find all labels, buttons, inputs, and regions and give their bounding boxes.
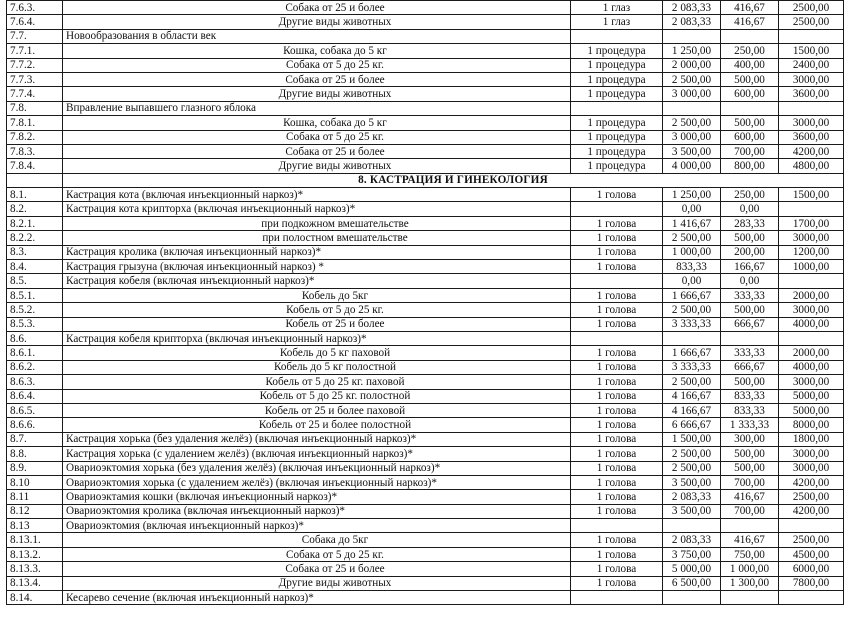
service-total: 2500,00	[779, 1, 844, 15]
service-total: 2000,00	[779, 346, 844, 360]
service-row	[7, 591, 844, 605]
service-name: Кобель до 5 кг полостной	[63, 360, 571, 374]
service-total: 4200,00	[779, 475, 844, 489]
service-code: 7.6.3.	[7, 1, 63, 15]
service-total: 4200,00	[779, 144, 844, 158]
service-name: Кастрация хорька (с удалением желёз) (включая инъекционный наркоз)*	[63, 447, 571, 461]
service-row	[7, 101, 844, 115]
service-vat: 166,67	[721, 260, 779, 274]
service-vat: 416,67	[721, 490, 779, 504]
service-price	[663, 331, 721, 345]
service-total: 2000,00	[779, 288, 844, 302]
service-row	[7, 547, 844, 561]
service-total: 5000,00	[779, 403, 844, 417]
service-total: 4000,00	[779, 360, 844, 374]
service-price: 2 083,33	[663, 1, 721, 15]
service-row	[7, 58, 844, 72]
service-total: 2500,00	[779, 490, 844, 504]
service-code: 8.6.1.	[7, 346, 63, 360]
service-total: 3000,00	[779, 72, 844, 86]
service-total	[779, 591, 844, 605]
service-total	[779, 29, 844, 43]
service-code: 7.7.4.	[7, 87, 63, 101]
section-title: 8. КАСТРАЦИЯ И ГИНЕКОЛОГИЯ	[63, 173, 844, 187]
service-code: 8.6.5.	[7, 403, 63, 417]
service-price: 3 500,00	[663, 144, 721, 158]
service-row	[7, 216, 844, 230]
service-vat	[721, 101, 779, 115]
service-unit	[571, 274, 663, 288]
service-unit: 1 процедура	[571, 44, 663, 58]
service-code: 7.7.	[7, 29, 63, 43]
service-code: 7.8.	[7, 101, 63, 115]
service-vat: 333,33	[721, 346, 779, 360]
service-price: 1 416,67	[663, 216, 721, 230]
service-code: 8.5.1.	[7, 288, 63, 302]
service-vat: 500,00	[721, 116, 779, 130]
service-name: Овариоэктомия хорька (с удалением желёз) (включая инъекционный наркоз)*	[63, 475, 571, 489]
service-vat: 416,67	[721, 533, 779, 547]
service-price: 4 000,00	[663, 159, 721, 173]
service-unit	[571, 101, 663, 115]
service-unit: 1 голова	[571, 389, 663, 403]
service-code: 8.13	[7, 519, 63, 533]
service-vat: 416,67	[721, 15, 779, 29]
service-vat: 1 000,00	[721, 562, 779, 576]
service-vat	[721, 591, 779, 605]
service-total: 3000,00	[779, 461, 844, 475]
service-row	[7, 360, 844, 374]
service-name: Кастрация грызуна (включая инъекционный наркоз) *	[63, 260, 571, 274]
service-vat: 750,00	[721, 547, 779, 561]
service-unit: 1 голова	[571, 432, 663, 446]
service-row	[7, 432, 844, 446]
service-row	[7, 533, 844, 547]
service-code: 8.13.3.	[7, 562, 63, 576]
service-code: 7.7.3.	[7, 72, 63, 86]
service-total: 3000,00	[779, 447, 844, 461]
service-row	[7, 87, 844, 101]
service-total	[779, 331, 844, 345]
service-price: 2 500,00	[663, 375, 721, 389]
service-vat: 1 333,33	[721, 418, 779, 432]
service-unit: 1 голова	[571, 317, 663, 331]
service-name: Овариоэктамия кошки (включая инъекционный наркоз)*	[63, 490, 571, 504]
service-price: 2 083,33	[663, 490, 721, 504]
service-vat: 283,33	[721, 216, 779, 230]
service-total	[779, 202, 844, 216]
service-code: 7.7.2.	[7, 58, 63, 72]
service-row	[7, 303, 844, 317]
service-name: Другие виды животных	[63, 87, 571, 101]
service-unit	[571, 591, 663, 605]
service-code: 8.3.	[7, 245, 63, 259]
service-total: 2500,00	[779, 533, 844, 547]
service-row	[7, 418, 844, 432]
service-vat: 700,00	[721, 144, 779, 158]
service-price: 2 500,00	[663, 116, 721, 130]
service-total: 1200,00	[779, 245, 844, 259]
service-total: 3000,00	[779, 303, 844, 317]
service-vat: 1 300,00	[721, 576, 779, 590]
service-vat	[721, 331, 779, 345]
service-total: 2500,00	[779, 15, 844, 29]
service-unit	[571, 519, 663, 533]
service-total: 7800,00	[779, 576, 844, 590]
service-total: 6000,00	[779, 562, 844, 576]
service-total: 1500,00	[779, 188, 844, 202]
service-price: 2 083,33	[663, 533, 721, 547]
service-price: 3 500,00	[663, 504, 721, 518]
service-unit: 1 голова	[571, 418, 663, 432]
service-total: 4500,00	[779, 547, 844, 561]
service-code: 7.7.1.	[7, 44, 63, 58]
service-row	[7, 317, 844, 331]
service-name: Кобель до 5кг	[63, 288, 571, 302]
service-price: 0,00	[663, 274, 721, 288]
service-name: Другие виды животных	[63, 576, 571, 590]
service-code: 8.6.2.	[7, 360, 63, 374]
service-price: 1 666,67	[663, 288, 721, 302]
service-code: 8.13.1.	[7, 533, 63, 547]
service-name: Кошка, собака до 5 кг	[63, 44, 571, 58]
service-total: 1700,00	[779, 216, 844, 230]
service-vat: 333,33	[721, 288, 779, 302]
service-code: 7.8.2.	[7, 130, 63, 144]
service-vat: 500,00	[721, 303, 779, 317]
service-unit: 1 голова	[571, 245, 663, 259]
service-total: 3600,00	[779, 87, 844, 101]
service-price: 6 666,67	[663, 418, 721, 432]
service-vat: 0,00	[721, 202, 779, 216]
service-row	[7, 188, 844, 202]
service-unit: 1 процедура	[571, 87, 663, 101]
service-total: 8000,00	[779, 418, 844, 432]
service-unit: 1 голова	[571, 360, 663, 374]
service-price: 2 500,00	[663, 72, 721, 86]
service-unit: 1 голова	[571, 447, 663, 461]
service-price: 2 500,00	[663, 231, 721, 245]
service-unit: 1 голова	[571, 375, 663, 389]
service-row	[7, 576, 844, 590]
price-table-body	[7, 1, 844, 605]
service-price: 1 250,00	[663, 188, 721, 202]
service-name: Кастрация кота (включая инъекционный наркоз)*	[63, 188, 571, 202]
service-price: 3 333,33	[663, 360, 721, 374]
service-row	[7, 15, 844, 29]
service-vat: 833,33	[721, 403, 779, 417]
service-price: 2 500,00	[663, 461, 721, 475]
service-price: 5 000,00	[663, 562, 721, 576]
service-unit: 1 голова	[571, 216, 663, 230]
service-unit: 1 глаз	[571, 1, 663, 15]
service-total: 2400,00	[779, 58, 844, 72]
service-vat: 500,00	[721, 375, 779, 389]
service-vat: 400,00	[721, 58, 779, 72]
service-price	[663, 29, 721, 43]
service-unit: 1 голова	[571, 260, 663, 274]
service-code: 7.6.4.	[7, 15, 63, 29]
service-vat	[721, 519, 779, 533]
service-code: 7.8.3.	[7, 144, 63, 158]
service-code: 8.8.	[7, 447, 63, 461]
service-unit	[571, 202, 663, 216]
service-code: 8.6.6.	[7, 418, 63, 432]
service-unit: 1 процедура	[571, 58, 663, 72]
service-name: Кастрация кобеля крипторха (включая инъекционный наркоз)*	[63, 331, 571, 345]
service-total: 4200,00	[779, 504, 844, 518]
service-price: 2 500,00	[663, 303, 721, 317]
service-unit: 1 процедура	[571, 116, 663, 130]
service-row	[7, 519, 844, 533]
service-price	[663, 101, 721, 115]
service-total: 1500,00	[779, 44, 844, 58]
service-code: 8.6.4.	[7, 389, 63, 403]
service-name: Кесарево сечение (включая инъекционный наркоз)*	[63, 591, 571, 605]
service-code: 8.2.	[7, 202, 63, 216]
service-name: Новообразования в области век	[63, 29, 571, 43]
service-row	[7, 1, 844, 15]
service-row	[7, 116, 844, 130]
service-vat: 700,00	[721, 475, 779, 489]
service-vat: 500,00	[721, 461, 779, 475]
service-unit	[571, 29, 663, 43]
service-code: 8.13.4.	[7, 576, 63, 590]
price-table	[6, 0, 844, 605]
service-unit: 1 процедура	[571, 159, 663, 173]
service-row	[7, 461, 844, 475]
service-total	[779, 274, 844, 288]
service-name: Собака от 5 до 25 кг.	[63, 547, 571, 561]
price-list-sheet	[6, 0, 843, 605]
service-total: 3000,00	[779, 116, 844, 130]
service-row	[7, 562, 844, 576]
service-code: 8.5.3.	[7, 317, 63, 331]
service-price: 2 000,00	[663, 58, 721, 72]
service-total: 4000,00	[779, 317, 844, 331]
service-vat: 500,00	[721, 447, 779, 461]
service-vat: 200,00	[721, 245, 779, 259]
service-row	[7, 260, 844, 274]
service-code: 8.2.1.	[7, 216, 63, 230]
service-name: Собака от 25 и более	[63, 1, 571, 15]
service-name: Кобель от 5 до 25 кг. полостной	[63, 389, 571, 403]
service-vat: 700,00	[721, 504, 779, 518]
service-name: Кобель от 5 до 25 кг. паховой	[63, 375, 571, 389]
service-unit: 1 голова	[571, 490, 663, 504]
service-vat: 666,67	[721, 360, 779, 374]
service-unit: 1 голова	[571, 231, 663, 245]
service-row	[7, 245, 844, 259]
service-unit: 1 голова	[571, 533, 663, 547]
service-name: Собака от 25 и более	[63, 562, 571, 576]
service-total: 1800,00	[779, 432, 844, 446]
service-code: 7.8.1.	[7, 116, 63, 130]
service-price: 3 500,00	[663, 475, 721, 489]
service-unit: 1 голова	[571, 576, 663, 590]
service-name: Кастрация кобеля (включая инъекционный наркоз)*	[63, 274, 571, 288]
service-unit: 1 глаз	[571, 15, 663, 29]
service-unit: 1 голова	[571, 562, 663, 576]
service-price: 0,00	[663, 202, 721, 216]
service-total: 3000,00	[779, 375, 844, 389]
service-unit: 1 процедура	[571, 72, 663, 86]
service-unit: 1 голова	[571, 461, 663, 475]
service-total: 3000,00	[779, 231, 844, 245]
service-price: 2 083,33	[663, 15, 721, 29]
service-unit: 1 голова	[571, 403, 663, 417]
service-vat: 833,33	[721, 389, 779, 403]
service-unit: 1 голова	[571, 303, 663, 317]
service-row	[7, 389, 844, 403]
service-name: Кастрация хорька (без удаления желёз) (включая инъекционный наркоз)*	[63, 432, 571, 446]
service-code: 8.5.2.	[7, 303, 63, 317]
service-row	[7, 44, 844, 58]
service-unit: 1 голова	[571, 475, 663, 489]
service-row	[7, 331, 844, 345]
service-total: 4800,00	[779, 159, 844, 173]
service-row	[7, 144, 844, 158]
service-name: Собака от 25 и более	[63, 144, 571, 158]
service-row	[7, 490, 844, 504]
service-name: Кобель от 25 и более паховой	[63, 403, 571, 417]
service-row	[7, 447, 844, 461]
service-price: 1 500,00	[663, 432, 721, 446]
service-name: при полостном вмешательстве	[63, 231, 571, 245]
service-price: 4 166,67	[663, 403, 721, 417]
service-row	[7, 403, 844, 417]
service-row	[7, 202, 844, 216]
service-unit: 1 голова	[571, 346, 663, 360]
service-name: Собака от 5 до 25 кг.	[63, 130, 571, 144]
service-vat: 666,67	[721, 317, 779, 331]
service-price: 2 500,00	[663, 447, 721, 461]
service-name: Кастрация кролика (включая инъекционный наркоз)*	[63, 245, 571, 259]
service-vat: 0,00	[721, 274, 779, 288]
service-code: 8.14.	[7, 591, 63, 605]
service-code: 8.6.3.	[7, 375, 63, 389]
service-vat: 500,00	[721, 72, 779, 86]
service-name: Собака от 25 и более	[63, 72, 571, 86]
service-row	[7, 475, 844, 489]
service-price: 1 666,67	[663, 346, 721, 360]
service-unit: 1 голова	[571, 288, 663, 302]
service-row	[7, 375, 844, 389]
service-price: 6 500,00	[663, 576, 721, 590]
service-code: 8.5.	[7, 274, 63, 288]
service-unit: 1 голова	[571, 547, 663, 561]
section-empty-cell	[7, 173, 63, 187]
service-code: 8.12	[7, 504, 63, 518]
service-name: Кобель до 5 кг паховой	[63, 346, 571, 360]
service-price: 3 000,00	[663, 130, 721, 144]
service-row	[7, 288, 844, 302]
service-price: 1 000,00	[663, 245, 721, 259]
section-header-row	[7, 173, 844, 187]
service-vat: 250,00	[721, 44, 779, 58]
service-price: 3 750,00	[663, 547, 721, 561]
service-row	[7, 504, 844, 518]
service-unit: 1 процедура	[571, 144, 663, 158]
service-name: Вправление выпавшего глазного яблока	[63, 101, 571, 115]
service-vat: 300,00	[721, 432, 779, 446]
service-total: 5000,00	[779, 389, 844, 403]
service-total	[779, 519, 844, 533]
service-code: 8.1.	[7, 188, 63, 202]
service-name: Другие виды животных	[63, 159, 571, 173]
service-code: 8.2.2.	[7, 231, 63, 245]
service-price: 1 250,00	[663, 44, 721, 58]
service-price	[663, 519, 721, 533]
service-total: 1000,00	[779, 260, 844, 274]
service-row	[7, 130, 844, 144]
service-row	[7, 231, 844, 245]
service-row	[7, 346, 844, 360]
service-name: при подкожном вмешательстве	[63, 216, 571, 230]
service-name: Другие виды животных	[63, 15, 571, 29]
service-code: 8.4.	[7, 260, 63, 274]
service-name: Кастрация кота крипторха (включая инъекционный наркоз)*	[63, 202, 571, 216]
service-code: 8.11	[7, 490, 63, 504]
service-total: 3600,00	[779, 130, 844, 144]
service-vat: 250,00	[721, 188, 779, 202]
service-code: 8.9.	[7, 461, 63, 475]
service-unit	[571, 331, 663, 345]
service-price	[663, 591, 721, 605]
service-vat: 600,00	[721, 130, 779, 144]
service-code: 8.13.2.	[7, 547, 63, 561]
service-row	[7, 72, 844, 86]
service-vat: 416,67	[721, 1, 779, 15]
service-code: 8.10	[7, 475, 63, 489]
service-code: 8.7.	[7, 432, 63, 446]
service-unit: 1 процедура	[571, 130, 663, 144]
service-unit: 1 голова	[571, 504, 663, 518]
service-price: 833,33	[663, 260, 721, 274]
service-name: Собака до 5кг	[63, 533, 571, 547]
service-total	[779, 101, 844, 115]
service-name: Кобель от 25 и более	[63, 317, 571, 331]
service-row	[7, 159, 844, 173]
service-row	[7, 274, 844, 288]
service-name: Кобель от 5 до 25 кг.	[63, 303, 571, 317]
service-price: 3 000,00	[663, 87, 721, 101]
service-row	[7, 29, 844, 43]
service-unit: 1 голова	[571, 188, 663, 202]
service-name: Овариоэктомия (включая инъекционный наркоз)*	[63, 519, 571, 533]
service-code: 8.6.	[7, 331, 63, 345]
service-vat: 500,00	[721, 231, 779, 245]
service-name: Овариоэктомия хорька (без удаления желёз) (включая инъекционный наркоз)*	[63, 461, 571, 475]
service-name: Овариоэктомия кролика (включая инъекционный наркоз)*	[63, 504, 571, 518]
service-price: 3 333,33	[663, 317, 721, 331]
service-name: Кошка, собака до 5 кг	[63, 116, 571, 130]
service-vat: 600,00	[721, 87, 779, 101]
service-name: Собака от 5 до 25 кг.	[63, 58, 571, 72]
service-name: Кобель от 25 и более полостной	[63, 418, 571, 432]
service-vat	[721, 29, 779, 43]
service-vat: 800,00	[721, 159, 779, 173]
service-price: 4 166,67	[663, 389, 721, 403]
service-code: 7.8.4.	[7, 159, 63, 173]
